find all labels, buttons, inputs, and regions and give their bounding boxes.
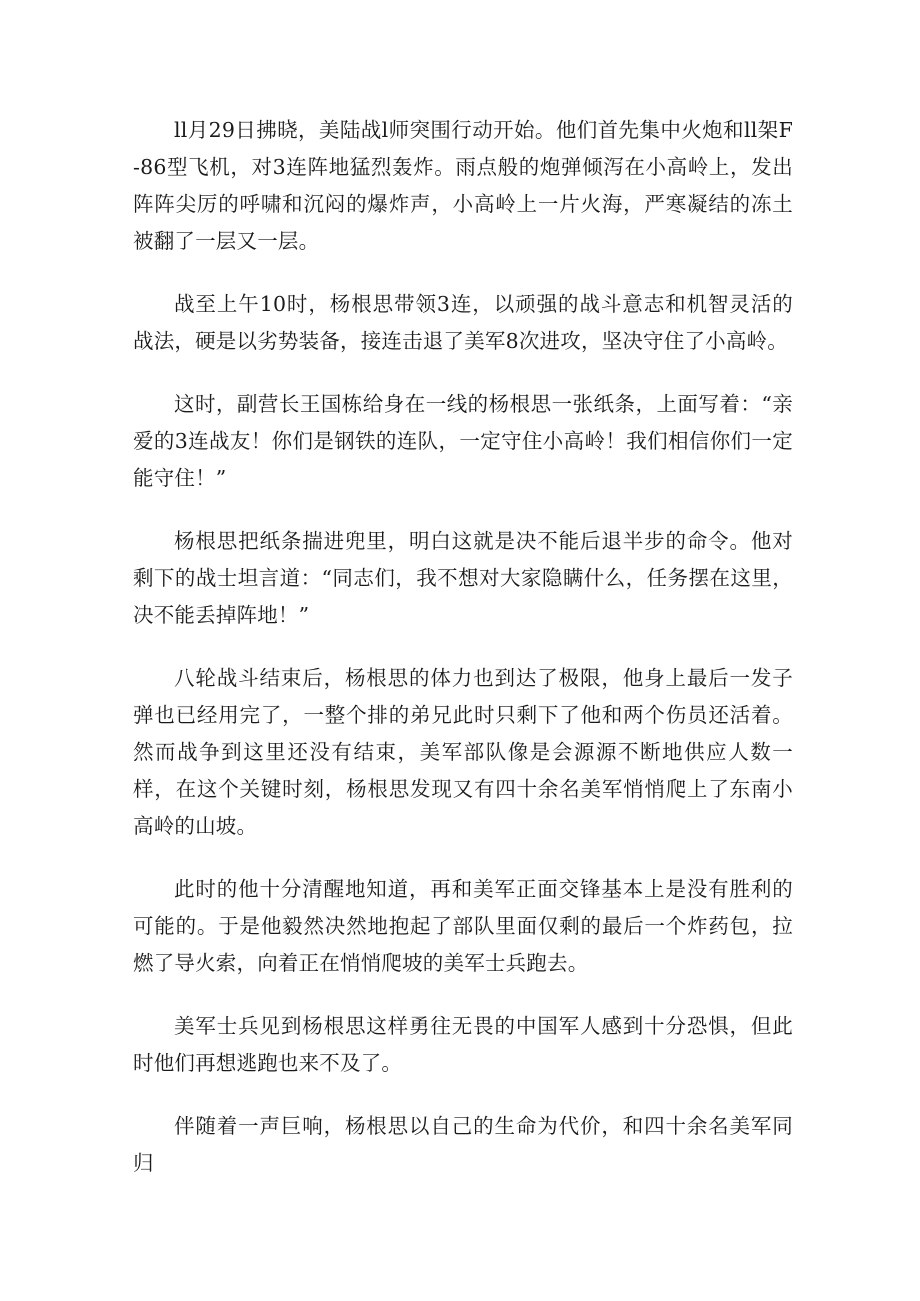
paragraph-5: 八轮战斗结束后，杨根思的体力也到达了极限，他身上最后一发子弹也已经用完了，一整个排的弟兄此时只剩下了他和两个伤员还活着。然而战争到这里还没有结束，美军部队像是会源源不断地供应人数一样，在这个关键时刻，杨根思发现又有四十余名美军悄悄爬上了东南小高岭的山坡。 (133, 666, 793, 838)
paragraph-8: 伴随着一声巨响，杨根思以自己的生命为代价，和四十余名美军同归 (133, 1114, 793, 1175)
paragraph-3: 这时，副营长王国栋给身在一线的杨根思一张纸条，上面写着：“亲爱的3连战友！你们是钢铁的连队，一定守住小高岭！我们相信你们一定能守住！” (133, 392, 793, 490)
paragraph-4: 杨根思把纸条揣进兜里，明白这就是决不能后退半步的命令。他对剩下的战士坦言道：“同志们，我不想对大家隐瞒什么，任务摆在这里，决不能丢掉阵地！” (133, 529, 793, 627)
paragraph-2: 战至上午10时，杨根思带领3连，以顽强的战斗意志和机智灵活的战法，硬是以劣势装备，接连击退了美军8次进攻，坚决守住了小高岭。 (133, 292, 793, 353)
paragraph-7: 美军士兵见到杨根思这样勇往无畏的中国军人感到十分恐惧，但此时他们再想逃跑也来不及了。 (133, 1014, 793, 1075)
document-body (133, 112, 793, 1182)
paragraph-1: ll月29日拂晓，美陆战l师突围行动开始。他们首先集中火炮和ll架F-86型飞机，对3连阵地猛烈轰炸。雨点般的炮弹倾泻在小高岭上，发出阵阵尖厉的呼啸和沉闷的爆炸声，小高岭上一片火海，严寒凝结的冻土被翻了一层又一层。 (133, 118, 793, 253)
paragraph-6: 此时的他十分清醒地知道，再和美军正面交锋基本上是没有胜利的可能的。于是他毅然决然地抱起了部队里面仅剩的最后一个炸药包，拉燃了导火索，向着正在悄悄爬坡的美军士兵跑去。 (133, 877, 793, 975)
